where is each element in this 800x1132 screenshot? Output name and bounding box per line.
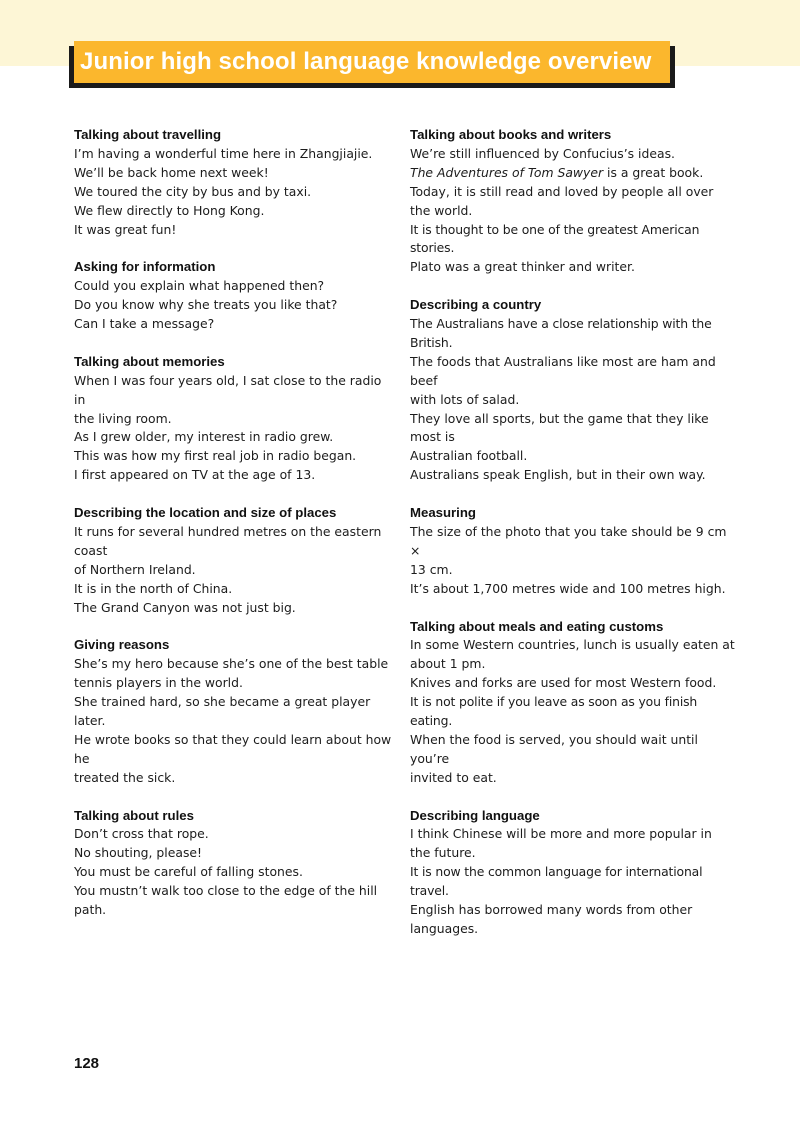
sentence: The size of the photo that you take should be 9 cm ×: [410, 524, 727, 558]
left-column: [74, 126, 396, 920]
sentence: The Australians have a close relationship with the British.: [410, 316, 712, 350]
sentence: Australians speak English, but in their own way.: [410, 467, 706, 483]
sentence: I first appeared on TV at the age of 13.: [74, 467, 316, 483]
sentence: English has borrowed many words from other: [410, 902, 693, 918]
sentence: We toured the city by bus and by taxi.: [74, 183, 312, 199]
section-measuring: [410, 504, 736, 599]
sentence: Can I take a message?: [74, 316, 215, 332]
section-location-size: [74, 504, 396, 617]
section-heading: Talking about travelling: [74, 127, 222, 142]
section-meals-customs: [410, 618, 736, 788]
sentence: Today, it is still read and loved by people all over: [410, 183, 714, 199]
page-number: 128: [74, 1055, 100, 1072]
sentence: Australian football.: [410, 448, 528, 464]
sentence: the living room.: [74, 410, 172, 426]
section-describing-country: [410, 296, 736, 485]
sentence: We flew directly to Hong Kong.: [74, 202, 265, 218]
section-describing-language: [410, 807, 736, 939]
section-heading: Talking about rules: [74, 807, 194, 823]
right-column: [410, 126, 736, 939]
section-memories: [74, 353, 396, 485]
section-books-writers: [410, 126, 736, 277]
sentence: I think Chinese will be more and more popular in: [410, 826, 712, 842]
section-heading: Giving reasons: [74, 637, 170, 653]
sentence: about 1 pm.: [410, 656, 486, 672]
section-heading: Asking for information: [74, 259, 216, 275]
sentence: invited to eat.: [410, 769, 497, 785]
page-title: Junior high school language knowledge overview: [80, 48, 652, 75]
sentence-rest: is a great book.: [603, 164, 704, 180]
book-title: The Adventures of Tom Sawyer: [410, 164, 604, 180]
sentence: It’s about 1,700 metres wide and 100 metres high.: [410, 580, 726, 596]
sentence: Knives and forks are used for most Western food.: [410, 675, 717, 691]
sentence: No shouting, please!: [74, 845, 202, 861]
sentence: This was how my first real job in radio began.: [74, 448, 357, 464]
sentence: The foods that Australians like most are ham and beef: [410, 353, 716, 388]
sentence: It is in the north of China.: [74, 580, 233, 596]
sentence: He wrote books so that they could learn about how he: [74, 731, 392, 766]
sentence: languages.: [410, 921, 479, 936]
section-heading: Talking about memories: [74, 353, 225, 369]
sentence: the world.: [410, 202, 473, 218]
sentence: They love all sports, but the game that they like most is: [410, 410, 709, 445]
sentence: with lots of salad.: [410, 391, 520, 407]
sentence: She’s my hero because she’s one of the best table: [74, 656, 389, 672]
sentence: Plato was a great thinker and writer.: [410, 259, 635, 275]
sentence: [410, 164, 736, 183]
section-giving-reasons: [74, 636, 396, 787]
section-travelling: [74, 126, 396, 239]
sentence: In some Western countries, lunch is usually eaten at: [410, 637, 735, 653]
sentence: It is now the common language for international travel.: [410, 864, 703, 899]
sentence: When I was four years old, I sat close to the radio in: [74, 372, 382, 407]
sentence: 13 cm.: [410, 561, 453, 577]
section-heading: Talking about books and writers: [410, 127, 612, 142]
sentence: It runs for several hundred metres on the eastern coast: [74, 523, 382, 558]
sentence: It is thought to be one of the greatest American stories.: [410, 221, 700, 256]
sentence: Could you explain what happened then?: [74, 278, 325, 294]
sentence: She trained hard, so she became a great player later.: [74, 694, 371, 729]
sentence: the future.: [410, 845, 476, 861]
sentence: I’m having a wonderful time here in Zhangjiajie.: [74, 145, 373, 161]
section-asking-information: [74, 258, 396, 334]
sentence: of Northern Ireland.: [74, 561, 196, 577]
sentence: You mustn’t walk too close to the edge of the hill path.: [74, 883, 378, 918]
sentence: You must be careful of falling stones.: [74, 864, 303, 880]
sentence: We’ll be back home next week!: [74, 164, 269, 180]
sentence: The Grand Canyon was not just big.: [74, 599, 296, 615]
section-rules: [74, 807, 396, 920]
section-heading: Talking about meals and eating customs: [410, 618, 664, 634]
section-heading: Describing language: [410, 807, 540, 823]
sentence: treated the sick.: [74, 769, 176, 785]
section-heading: Describing the location and size of places: [74, 505, 337, 521]
sentence: We’re still influenced by Confucius’s ideas.: [410, 145, 675, 161]
sentence: Do you know why she treats you like that?: [74, 297, 338, 313]
sentence: It was great fun!: [74, 221, 177, 237]
sentence: It is not polite if you leave as soon as you finish eating.: [410, 694, 698, 729]
sentence: Don’t cross that rope.: [74, 826, 209, 842]
sentence: tennis players in the world.: [74, 675, 243, 691]
section-heading: Describing a country: [410, 297, 542, 313]
section-heading: Measuring: [410, 505, 476, 521]
sentence: When the food is served, you should wait until you’re: [410, 731, 698, 766]
sentence: As I grew older, my interest in radio grew.: [74, 429, 334, 445]
